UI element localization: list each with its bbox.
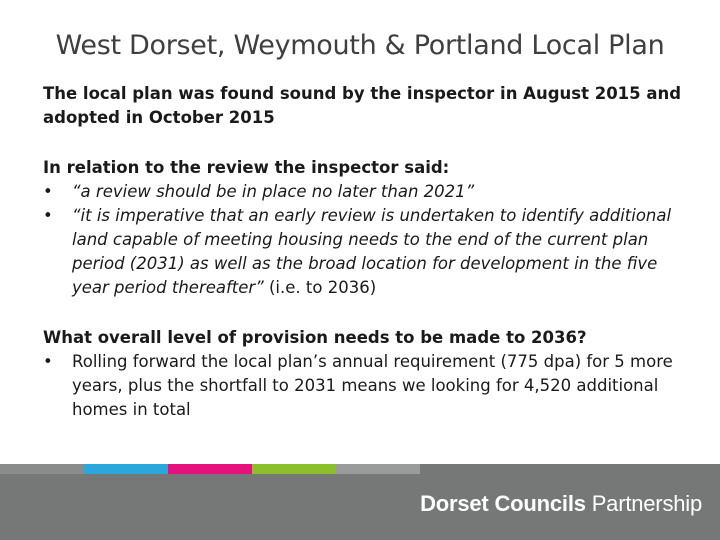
logo-bold-text: Dorset Councils bbox=[420, 491, 586, 516]
provision-bullet bbox=[43, 350, 683, 422]
footer-bar bbox=[0, 474, 720, 540]
review-quote: “it is imperative that an early review is undertaken to identify additional land capable of meeting housing needs to the end of the current plan period (2031) as well as the broad location for development in the five year period thereafter” bbox=[72, 206, 672, 297]
review-suffix: (i.e. to 2036) bbox=[263, 278, 377, 297]
bullet-icon: • bbox=[43, 206, 53, 225]
review-heading: In relation to the review the inspector said: bbox=[43, 158, 450, 177]
provision-text: Rolling forward the local plan’s annual requirement (775 dpa) for 5 more years, plus the shortfall to 2031 means we looking for 4,520 additional homes in total bbox=[72, 352, 673, 419]
slide-title: West Dorset, Weymouth & Portland Local Plan bbox=[55, 30, 665, 61]
color-segment bbox=[336, 464, 420, 474]
color-segment bbox=[420, 464, 720, 474]
partnership-logo bbox=[420, 491, 702, 517]
intro-text: The local plan was found sound by the inspector in August 2015 and adopted in October 2015 bbox=[43, 84, 682, 127]
bullet-icon: • bbox=[43, 182, 53, 201]
slide-body bbox=[43, 82, 683, 422]
spacer bbox=[43, 130, 683, 156]
color-segment bbox=[168, 464, 252, 474]
color-strip bbox=[0, 464, 720, 474]
color-segment bbox=[252, 464, 336, 474]
review-bullet bbox=[43, 180, 683, 204]
review-bullet bbox=[43, 204, 683, 300]
review-quote: “a review should be in place no later than 2021” bbox=[72, 182, 475, 201]
color-segment bbox=[0, 464, 84, 474]
spacer bbox=[43, 300, 683, 326]
color-segment bbox=[84, 464, 168, 474]
bullet-icon: • bbox=[43, 352, 53, 371]
provision-heading: What overall level of provision needs to be made to 2036? bbox=[43, 328, 587, 347]
logo-regular-text: Partnership bbox=[585, 491, 702, 516]
